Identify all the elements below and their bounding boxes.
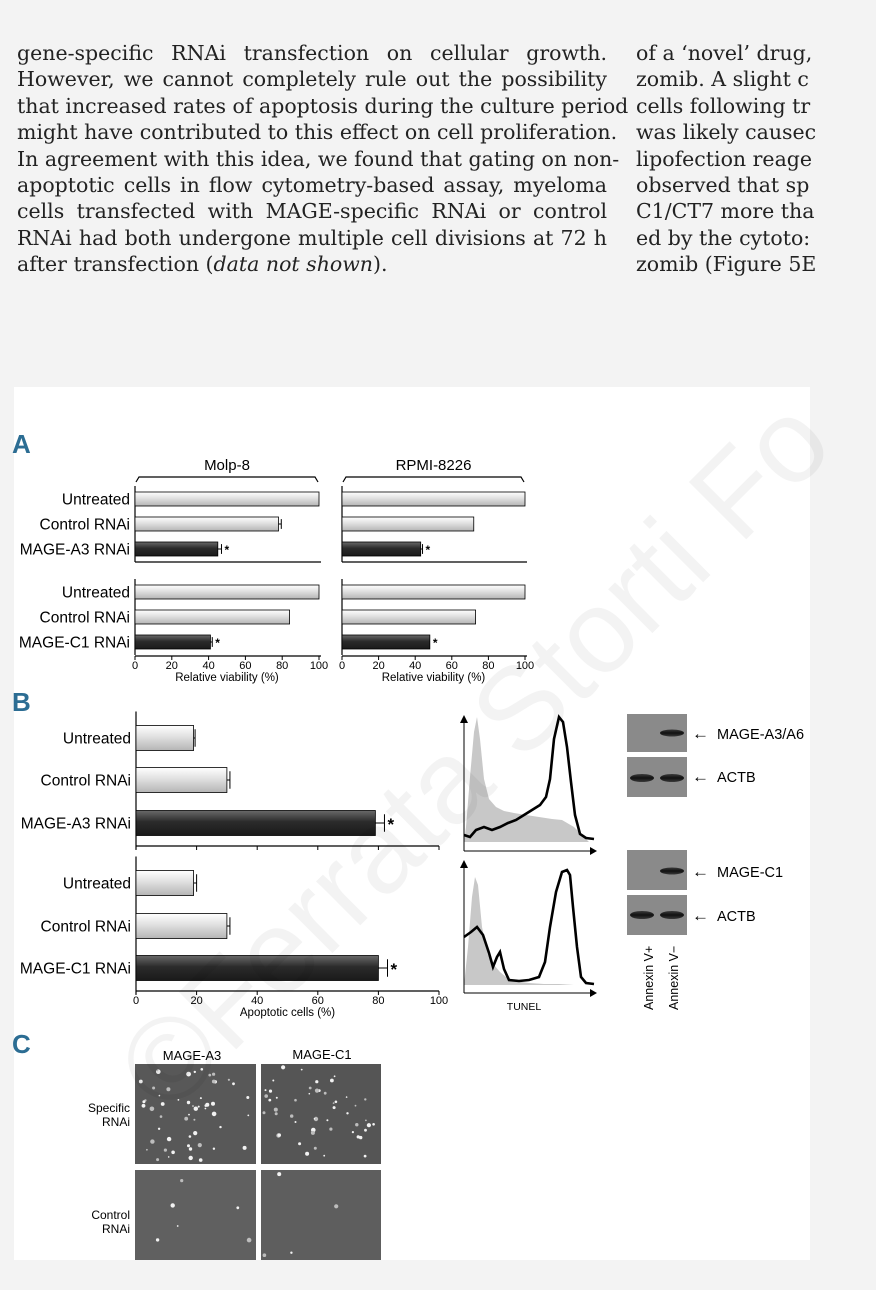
cell-speck <box>330 1079 334 1083</box>
cell-speck <box>305 1152 309 1156</box>
bar <box>136 956 378 981</box>
category-label: Untreated <box>61 491 130 509</box>
chart-title: Molp-8 <box>204 457 250 474</box>
micrograph <box>135 1170 256 1260</box>
micro-row-label: RNAi <box>101 1115 130 1129</box>
cell-speck <box>333 1102 335 1104</box>
cell-speck <box>152 1087 155 1090</box>
cell-speck <box>160 1115 163 1118</box>
cell-speck <box>364 1129 367 1132</box>
arrow-icon: ← <box>692 767 709 786</box>
bar <box>135 610 290 624</box>
cell-speck <box>200 1097 202 1099</box>
cell-speck <box>247 1238 252 1243</box>
text-line: In agreement with this idea, we found that gating on non- <box>17 146 620 171</box>
significance-mark: * <box>425 543 431 557</box>
cell-speck <box>164 1149 167 1152</box>
cell-speck <box>329 1128 332 1131</box>
cell-speck <box>232 1082 235 1085</box>
cell-speck <box>355 1123 358 1126</box>
chart-title: RPMI-8226 <box>395 457 472 474</box>
cell-speck <box>156 1158 159 1161</box>
text-column-right <box>636 40 820 278</box>
cell-speck <box>278 1133 281 1136</box>
cell-speck <box>352 1131 354 1133</box>
text-fragment: ). <box>372 252 388 277</box>
cell-speck <box>265 1089 267 1091</box>
cell-speck <box>150 1139 154 1143</box>
bar <box>136 914 227 939</box>
cell-speck <box>335 1101 338 1104</box>
micro-row-label: RNAi <box>101 1222 130 1236</box>
cell-speck <box>315 1089 319 1093</box>
bar <box>342 635 430 649</box>
cell-speck <box>205 1103 209 1107</box>
cell-speck <box>264 1094 268 1098</box>
x-axis-label: Relative viability (%) <box>381 672 486 684</box>
cell-speck <box>290 1114 293 1117</box>
text-line: However, we cannot completely rule out the possibility <box>17 67 607 92</box>
cell-speck <box>324 1092 327 1095</box>
cell-speck <box>198 1106 200 1108</box>
x-tick-label: 80 <box>482 660 495 672</box>
micrograph <box>261 1064 381 1164</box>
x-tick-label: 0 <box>131 660 139 672</box>
bar <box>135 542 218 556</box>
cell-speck <box>269 1090 272 1093</box>
cell-speck <box>193 1131 197 1135</box>
cell-speck <box>365 1120 367 1122</box>
cell-speck <box>367 1123 371 1127</box>
cell-speck <box>212 1112 217 1117</box>
cell-speck <box>199 1158 203 1162</box>
cell-speck <box>364 1098 366 1100</box>
text-line: gene-specific RNAi transfection on cellular growth. <box>17 41 607 65</box>
cell-speck <box>295 1121 297 1123</box>
cell-speck <box>236 1206 239 1209</box>
significance-mark: * <box>224 543 230 557</box>
cell-speck <box>272 1080 274 1082</box>
bar <box>342 610 476 624</box>
cell-speck <box>166 1087 170 1091</box>
significance-mark: * <box>387 815 395 834</box>
cell-speck <box>156 1238 159 1241</box>
category-label: MAGE-A3 RNAi <box>19 541 130 559</box>
text-italic: data not shown <box>213 252 373 277</box>
bar <box>136 811 375 836</box>
x-tick-label: 80 <box>372 995 385 1007</box>
bar <box>342 585 525 599</box>
cell-speck <box>180 1179 183 1182</box>
text-line: RNAi had both undergone multiple cell divisions at 72 h <box>17 225 607 250</box>
cell-speck <box>186 1072 191 1077</box>
cell-speck <box>208 1074 211 1077</box>
blot-label: MAGE-A3/A6 <box>717 727 805 743</box>
cell-speck <box>213 1148 215 1150</box>
cell-speck <box>219 1126 221 1128</box>
cell-speck <box>158 1128 160 1130</box>
micro-col-label: MAGE-C1 <box>292 1047 352 1062</box>
cell-speck <box>314 1118 316 1120</box>
bar <box>136 726 194 751</box>
cell-speck <box>189 1135 192 1138</box>
panel-letter-a: A <box>12 429 31 459</box>
x-tick-label: 40 <box>202 660 215 672</box>
category-label: Control RNAi <box>40 918 131 936</box>
cell-speck <box>189 1156 193 1160</box>
cell-speck <box>314 1147 317 1150</box>
x-tick-label: 80 <box>276 660 289 672</box>
lane-label: Annexin V+ <box>642 945 656 1010</box>
category-label: Control RNAi <box>39 516 130 534</box>
cell-speck <box>277 1172 281 1176</box>
cell-speck <box>290 1252 292 1254</box>
cell-speck <box>189 1147 192 1150</box>
x-tick-label: 20 <box>372 660 385 672</box>
cell-speck <box>246 1096 249 1099</box>
cell-speck <box>243 1146 247 1150</box>
cell-speck <box>178 1099 180 1101</box>
cell-speck <box>201 1068 204 1071</box>
cell-speck <box>168 1156 170 1158</box>
category-label: MAGE-C1 RNAi <box>19 960 131 978</box>
cell-speck <box>177 1225 179 1227</box>
cell-speck <box>268 1099 271 1102</box>
x-tick-label: 60 <box>445 660 458 672</box>
micro-row-label: Control <box>91 1208 130 1222</box>
blot-label: MAGE-C1 <box>717 865 784 881</box>
cell-speck <box>171 1151 175 1155</box>
figure <box>14 387 810 1260</box>
cell-speck <box>192 1105 194 1107</box>
cell-speck <box>157 1070 159 1072</box>
category-label: Control RNAi <box>39 609 130 627</box>
body-text <box>0 40 820 300</box>
lane-label: Annexin V− <box>667 945 681 1010</box>
cell-speck <box>301 1069 303 1071</box>
bar <box>135 492 319 506</box>
arrow-icon: ← <box>692 906 709 925</box>
cell-speck <box>334 1075 336 1077</box>
tunel-histogram-top <box>460 715 597 855</box>
cell-speck <box>274 1108 278 1112</box>
cell-speck <box>212 1073 215 1076</box>
category-label: Untreated <box>62 730 131 748</box>
bar <box>135 517 279 531</box>
panel-letter-b: B <box>12 687 31 717</box>
cell-speck <box>247 1115 249 1117</box>
cell-speck <box>298 1142 301 1145</box>
cell-speck <box>188 1114 190 1116</box>
cell-speck <box>198 1143 202 1147</box>
category-label: Control RNAi <box>40 772 131 790</box>
cell-speck <box>372 1123 375 1126</box>
cell-speck <box>194 1071 196 1073</box>
bar <box>135 635 210 649</box>
cell-speck <box>142 1104 146 1108</box>
cell-speck <box>228 1079 230 1081</box>
micro-col-label: MAGE-A3 <box>162 1048 222 1063</box>
arrow-icon: ← <box>692 724 709 743</box>
text-line: cells transfected with MAGE-specific RNAi or control <box>17 199 607 224</box>
x-axis-label: Apoptotic cells (%) <box>239 1007 336 1019</box>
text-line: zomib. A slight c <box>636 67 809 92</box>
cell-speck <box>276 1097 278 1099</box>
x-tick-label: 60 <box>239 660 252 672</box>
cell-speck <box>171 1203 175 1207</box>
text-line-last <box>17 251 607 277</box>
cell-speck <box>159 1095 161 1097</box>
text-line: that increased rates of apoptosis during the culture period <box>17 93 629 118</box>
cell-speck <box>311 1131 315 1135</box>
cell-speck <box>146 1149 148 1151</box>
cell-speck <box>193 1119 195 1121</box>
cell-speck <box>355 1105 357 1107</box>
cell-speck <box>315 1080 318 1083</box>
text-line: might have contributed to this effect on cell proliferation. <box>17 120 618 145</box>
cell-speck <box>142 1100 145 1103</box>
x-tick-label: 20 <box>165 660 178 672</box>
cell-speck <box>334 1204 338 1208</box>
text-column-left <box>17 40 629 278</box>
category-label: Untreated <box>62 875 131 893</box>
text-line: C1/CT7 more tha <box>636 199 815 224</box>
x-tick-label: 0 <box>338 660 346 672</box>
significance-mark: * <box>432 636 438 650</box>
x-tick-label: 100 <box>429 995 449 1007</box>
bar <box>135 585 319 599</box>
cell-speck <box>323 1155 325 1157</box>
text-line: lipofection reage <box>636 146 813 171</box>
bar <box>342 542 421 556</box>
cell-speck <box>150 1107 155 1112</box>
cell-speck <box>309 1093 311 1095</box>
text-line: cells following tr <box>636 93 811 118</box>
cell-speck <box>167 1137 171 1141</box>
cell-speck <box>326 1119 328 1121</box>
category-label: MAGE-C1 RNAi <box>18 634 130 652</box>
cell-speck <box>184 1117 188 1121</box>
micrograph <box>135 1064 256 1164</box>
cell-speck <box>187 1101 190 1104</box>
significance-mark: * <box>215 636 220 650</box>
cell-speck <box>346 1112 348 1114</box>
x-tick-label: 60 <box>311 995 324 1007</box>
text-line: zomib (Figure 5E <box>636 252 817 277</box>
cell-speck <box>309 1087 312 1090</box>
arrow-icon: ← <box>692 862 709 881</box>
cell-speck <box>161 1102 165 1106</box>
cell-speck <box>194 1107 198 1111</box>
cell-speck <box>275 1112 278 1115</box>
blot-label: ACTB <box>717 770 756 786</box>
category-label: MAGE-A3 RNAi <box>20 815 131 833</box>
cell-speck <box>263 1253 267 1257</box>
bar <box>136 871 194 896</box>
tunel-histogram-bottom <box>460 860 597 997</box>
text-line: observed that sp <box>636 172 810 197</box>
cell-speck <box>139 1080 143 1084</box>
bar <box>342 492 525 506</box>
micro-row-label: Specific <box>87 1101 130 1115</box>
histogram-xlabel: TUNEL <box>506 1001 542 1013</box>
cell-speck <box>281 1065 285 1069</box>
cell-speck <box>211 1102 215 1106</box>
blot-label: ACTB <box>717 909 756 925</box>
figure-canvas <box>14 387 810 1260</box>
cell-speck <box>187 1144 190 1147</box>
text-line: apoptotic cells in flow cytometry-based assay, myeloma <box>17 172 607 197</box>
x-tick-label: 20 <box>190 995 203 1007</box>
microscopy-panel <box>88 1047 381 1260</box>
cell-speck <box>212 1080 216 1084</box>
category-label: Untreated <box>61 584 130 602</box>
bar <box>136 768 227 793</box>
micrograph <box>261 1170 381 1260</box>
cell-speck <box>294 1099 297 1102</box>
x-tick-label: 40 <box>409 660 422 672</box>
bar <box>342 517 474 531</box>
panel-letter-c: C <box>12 1029 31 1059</box>
text-line: ed by the cytoto: <box>636 225 811 250</box>
x-tick-label: 100 <box>309 660 329 672</box>
x-axis-label: Relative viability (%) <box>175 672 279 684</box>
significance-mark: * <box>390 960 398 979</box>
cell-speck <box>333 1106 336 1109</box>
x-tick-label: 40 <box>251 995 264 1007</box>
cell-speck <box>359 1136 362 1139</box>
title-bracket <box>343 477 524 482</box>
title-bracket <box>136 477 318 482</box>
text-line: was likely causec <box>636 120 817 145</box>
cell-speck <box>205 1108 207 1110</box>
text-line: of a ‘novel’ drug, <box>636 41 813 65</box>
x-tick-label: 0 <box>132 995 140 1007</box>
x-tick-label: 100 <box>515 660 535 672</box>
cell-speck <box>364 1155 367 1158</box>
cell-speck <box>346 1096 348 1098</box>
western-blot <box>627 714 804 1010</box>
text-fragment: after transfection ( <box>17 252 214 277</box>
cell-speck <box>263 1111 266 1114</box>
